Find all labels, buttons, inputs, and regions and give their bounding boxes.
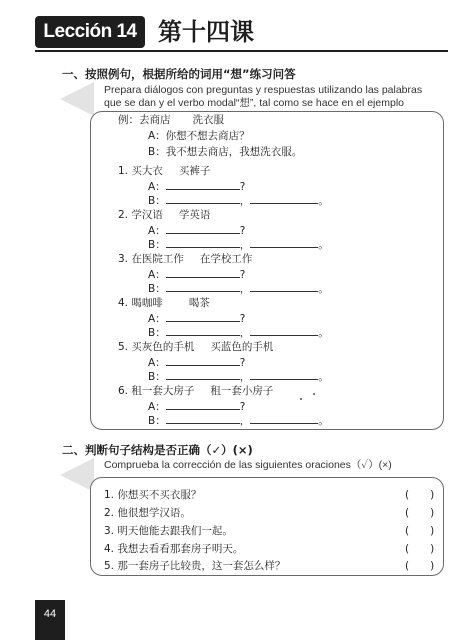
example-answer-b: B：我不想去商店，我想洗衣服。 <box>148 146 303 158</box>
lesson-badge: Lección 14 <box>35 16 145 48</box>
example-label: 例： <box>118 114 139 126</box>
answer-blank-b1[interactable] <box>166 280 240 292</box>
answer-blank-b1[interactable] <box>166 192 240 204</box>
sentence-2: 2. 他很想学汉语。 <box>104 507 191 519</box>
item-number: 4. <box>118 297 129 309</box>
comma: ， <box>239 371 251 383</box>
question-mark: ? <box>239 401 246 413</box>
section1-subtitle-line1: Prepara diálogos con preguntas y respuestas utilizando las palabras <box>104 84 423 96</box>
example-word1: 去商店 <box>139 114 171 126</box>
comma: ， <box>239 327 251 339</box>
b-label: B： <box>148 327 166 339</box>
item-word1: 租一套大房子 <box>131 385 195 397</box>
period: 。 <box>318 195 329 207</box>
item-6-line-b <box>148 412 329 428</box>
comma: ， <box>239 239 251 251</box>
answer-blank-b2[interactable] <box>250 236 318 248</box>
item-6-words <box>118 383 273 398</box>
sentence-5: 5. 那一套房子比较贵，这一套怎么样？ <box>104 560 286 572</box>
section2-subtitle: Comprueba la corrección de las siguientes oraciones（✓）(×) <box>104 459 392 471</box>
answer-blank-b1[interactable] <box>166 412 240 424</box>
comma: ， <box>239 195 251 207</box>
answer-blank-a[interactable] <box>166 266 240 278</box>
sentence-1: 1. 你想买不买衣服？ <box>104 489 202 501</box>
a-label: A： <box>148 401 166 413</box>
section1-triangle-decoration <box>60 82 94 116</box>
item-1-words <box>118 163 210 178</box>
a-label: A： <box>148 357 166 369</box>
answer-parenthesis-1[interactable]: ( ) <box>405 489 435 501</box>
item-word2: 租一套小房子 <box>210 385 274 397</box>
answer-blank-b1[interactable] <box>166 236 240 248</box>
item-word2: 学英语 <box>178 209 211 221</box>
item-word1: 买大衣 <box>131 165 163 177</box>
answer-parenthesis-5[interactable]: ( ) <box>405 560 435 572</box>
item-word1: 在医院工作 <box>131 253 184 265</box>
item-word2: 买裤子 <box>178 165 211 177</box>
period: 。 <box>318 415 329 427</box>
item-word1: 学汉语 <box>131 209 163 221</box>
item-5-words <box>118 339 273 354</box>
answer-blank-a[interactable] <box>166 354 240 366</box>
period: 。 <box>318 327 329 339</box>
a-label: A： <box>148 225 166 237</box>
b-label: B： <box>148 239 166 251</box>
section2-triangle-decoration <box>60 458 94 492</box>
answer-blank-b1[interactable] <box>166 324 240 336</box>
question-mark: ? <box>239 181 246 193</box>
b-label: B： <box>148 371 166 383</box>
scan-speck <box>300 398 302 400</box>
answer-parenthesis-3[interactable]: ( ) <box>405 525 435 537</box>
question-mark: ? <box>239 225 246 237</box>
a-label: A： <box>148 313 166 325</box>
answer-blank-b2[interactable] <box>250 368 318 380</box>
item-2-words <box>118 207 210 222</box>
question-mark: ? <box>239 357 246 369</box>
answer-blank-b2[interactable] <box>250 280 318 292</box>
answer-parenthesis-2[interactable]: ( ) <box>405 507 435 519</box>
item-5-line-b <box>148 368 329 384</box>
example-words <box>118 112 224 127</box>
item-word2: 买蓝色的手机 <box>210 341 274 353</box>
item-word2: 喝茶 <box>188 297 210 309</box>
page-number: 44 <box>35 600 65 640</box>
a-label: A： <box>148 269 166 281</box>
item-word1: 喝咖啡 <box>131 297 163 309</box>
example-answer-a: A：你想不想去商店？ <box>148 130 250 142</box>
b-label: B： <box>148 283 166 295</box>
comma: ， <box>239 415 251 427</box>
period: 。 <box>318 283 329 295</box>
answer-blank-a[interactable] <box>166 398 240 410</box>
example-word2: 洗衣服 <box>192 114 224 126</box>
item-number: 3. <box>118 253 129 265</box>
period: 。 <box>318 371 329 383</box>
answer-blank-b2[interactable] <box>250 324 318 336</box>
section1-title: 一、按照例句，根据所给的词用“想”练习问答 <box>62 67 296 81</box>
scan-speck <box>313 393 315 395</box>
comma: ， <box>239 283 251 295</box>
item-number: 5. <box>118 341 129 353</box>
b-label: B： <box>148 195 166 207</box>
question-mark: ? <box>239 313 246 325</box>
answer-blank-a[interactable] <box>166 178 240 190</box>
b-label: B： <box>148 415 166 427</box>
item-3-words <box>118 251 252 266</box>
answer-parenthesis-4[interactable]: ( ) <box>405 543 435 555</box>
item-1-line-b <box>148 192 329 208</box>
question-mark: ? <box>239 269 246 281</box>
sentence-4: 4. 我想去看看那套房子明天。 <box>104 543 244 555</box>
header-rule <box>35 50 448 52</box>
item-word2: 在学校工作 <box>199 253 253 265</box>
answer-blank-b2[interactable] <box>250 192 318 204</box>
item-4-words <box>118 295 210 310</box>
item-word1: 买灰色的手机 <box>131 341 195 353</box>
item-number: 2. <box>118 209 129 221</box>
item-4-line-b <box>148 324 329 340</box>
item-number: 1. <box>118 165 129 177</box>
answer-blank-a[interactable] <box>166 222 240 234</box>
section2-title: 二、判断句子结构是否正确（✓）(×) <box>62 443 253 457</box>
answer-blank-b2[interactable] <box>250 412 318 424</box>
item-number: 6. <box>118 385 129 397</box>
answer-blank-a[interactable] <box>166 310 240 322</box>
section1-subtitle-line2: que se dan y el verbo modal“想”, tal como se hace en el ejemplo <box>104 97 404 109</box>
lesson-title: 第十四课 <box>158 17 254 46</box>
period: 。 <box>318 239 329 251</box>
sentence-3: 3. 明天他能去跟我们一起。 <box>104 525 233 537</box>
a-label: A： <box>148 181 166 193</box>
answer-blank-b1[interactable] <box>166 368 240 380</box>
item-2-line-b <box>148 236 329 252</box>
item-3-line-b <box>148 280 329 296</box>
